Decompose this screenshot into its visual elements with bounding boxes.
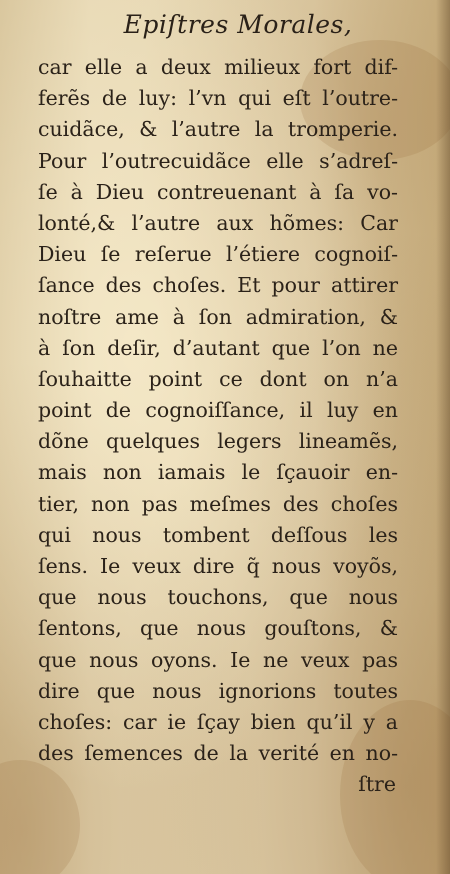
text-line: que nous touchons, que nous — [38, 585, 398, 610]
text-line: ſance des choſes. Et pour attirer — [38, 273, 398, 298]
text-line: Pour l’outrecuidãce elle s’adreſ- — [38, 148, 398, 173]
text-line: dire que nous ignorions toutes — [38, 678, 398, 703]
text-line: noſtre ame à ſon admiration, & — [38, 304, 398, 329]
catchword: ſtre — [358, 772, 396, 797]
text-line: ſens. Ie veux dire q̃ nous voyõs, — [38, 554, 398, 578]
text-line: que nous oyons. Ie ne veux pas — [38, 647, 398, 672]
page-gutter — [436, 0, 450, 874]
text-line: qui nous tombent deſſous les — [38, 522, 398, 547]
body-text — [38, 52, 398, 801]
text-line: ſouhaitte point ce dont on n’a — [38, 366, 398, 391]
text-line: cuidãce, & l’autre la tromperie. — [38, 117, 398, 142]
text-line: mais non iamais le ſçauoir en- — [38, 460, 398, 485]
text-line: car elle a deux milieux fort dif- — [38, 55, 398, 79]
text-line: choſes: car ie ſçay bien qu’il y a — [38, 709, 398, 734]
text-line: ferẽs de luy: l’vn qui eſt l’outre- — [38, 86, 398, 111]
text-line: ſe à Dieu contreuenant à ſa vo- — [38, 179, 398, 204]
text-line: dõne quelques legers lineamẽs, — [38, 429, 398, 454]
running-head: Epiſtres Morales, — [123, 10, 353, 39]
text-line: lonté,& l’autre aux hõmes: Car — [38, 210, 398, 235]
text-line: Dieu ſe reſerue l’étiere cognoiſ- — [38, 242, 398, 267]
text-line: tier, non pas meſmes des choſes — [38, 491, 398, 516]
text-line: des ſemences de la verité en no- — [38, 741, 398, 766]
text-line: point de cognoiſſance, il luy en — [38, 398, 398, 423]
text-line: ſentons, que nous gouſtons, & — [38, 616, 398, 641]
text-line: à ſon deſir, d’autant que l’on ne — [38, 335, 398, 360]
